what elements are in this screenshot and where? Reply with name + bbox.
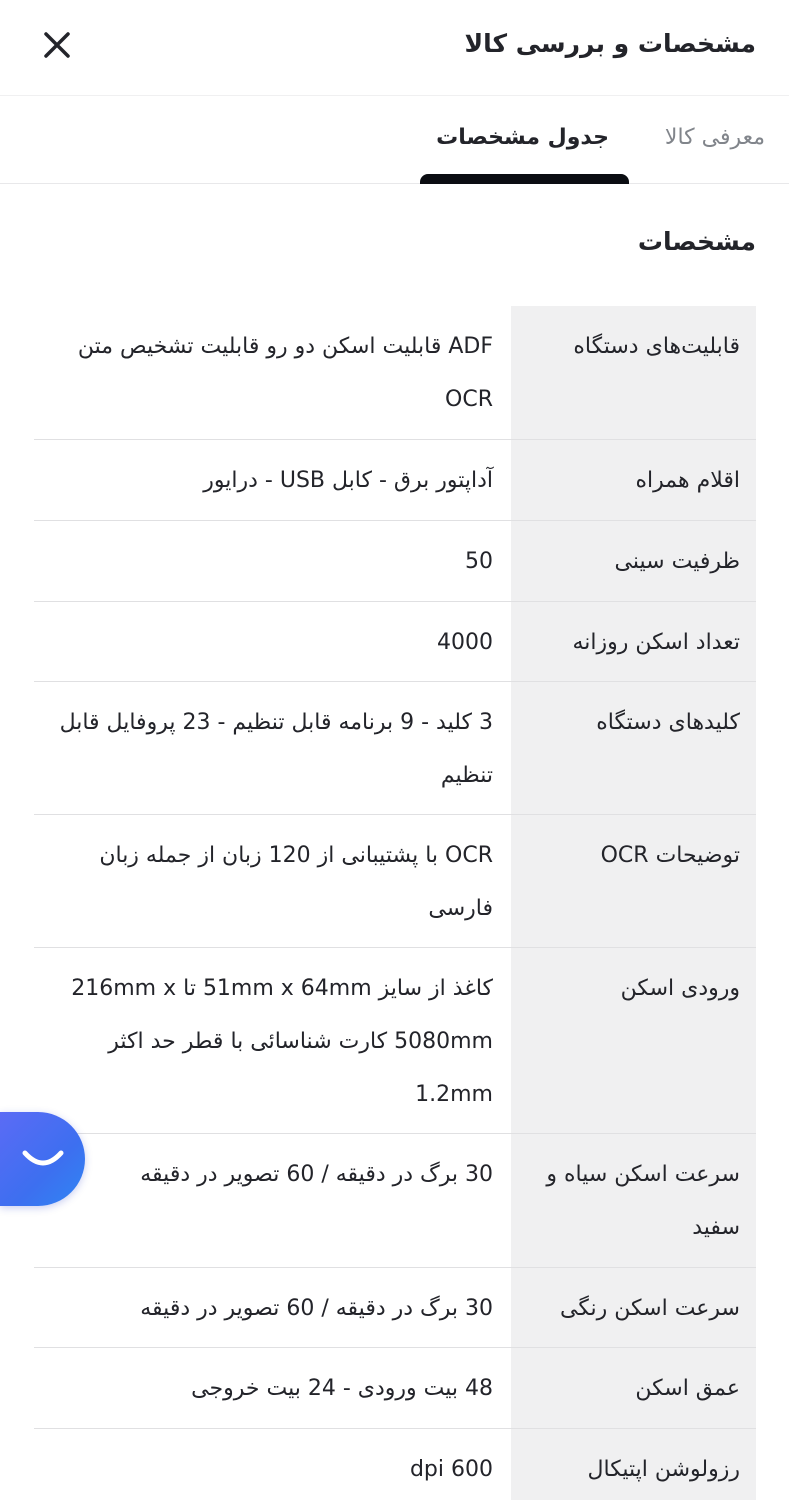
spec-key: ظرفیت سینی: [511, 521, 756, 601]
close-icon: [43, 31, 71, 59]
spec-value: 600 dpi: [409, 1457, 493, 1482]
section-title: مشخصات: [637, 227, 756, 256]
spec-key: توضیحات OCR: [511, 815, 756, 947]
spec-key: کلیدهای دستگاه: [511, 682, 756, 814]
chat-smile-icon: [21, 1147, 65, 1171]
close-button[interactable]: [36, 24, 78, 66]
tab-specs-table[interactable]: جدول مشخصات: [436, 125, 609, 150]
spec-row: [34, 521, 756, 602]
spec-value: کاغذ از سایز 51mm x 64mm تا 216mm x 5080mm کارت شناسائی با قطر حد اکثر 1.2mm: [71, 976, 493, 1107]
spec-row: [34, 948, 756, 1134]
spec-row: [34, 1134, 756, 1268]
tab-product-intro[interactable]: معرفی کالا: [664, 125, 765, 150]
spec-row: [34, 440, 756, 521]
spec-row: [34, 1429, 756, 1500]
spec-key: سرعت اسکن رنگی: [511, 1268, 756, 1347]
spec-table: [34, 306, 756, 1500]
spec-row: [34, 815, 756, 948]
spec-value: 3 کلید - 9 برنامه قابل تنظیم - 23 پروفایل قابل تنظیم: [59, 710, 493, 788]
tab-bar: [0, 96, 789, 184]
spec-value: 4000: [437, 630, 493, 655]
spec-row: [34, 306, 756, 440]
spec-row: [34, 1268, 756, 1348]
modal-header: [0, 0, 789, 96]
spec-row: [34, 1348, 756, 1429]
spec-value: آداپتور برق - کابل USB - درایور: [203, 468, 493, 493]
spec-key: اقلام همراه: [511, 440, 756, 520]
active-tab-indicator: [420, 174, 629, 184]
spec-key: ورودی اسکن: [511, 948, 756, 1133]
spec-key: تعداد اسکن روزانه: [511, 602, 756, 681]
spec-row: [34, 602, 756, 682]
spec-key: قابلیت‌های دستگاه: [511, 306, 756, 439]
spec-row: [34, 682, 756, 815]
spec-key: عمق اسکن: [511, 1348, 756, 1428]
spec-value: 30 برگ در دقیقه / 60 تصویر در دقیقه: [140, 1162, 493, 1187]
spec-value: 48 بیت ورودی - 24 بیت خروجی: [191, 1376, 493, 1401]
spec-value: 30 برگ در دقیقه / 60 تصویر در دقیقه: [140, 1296, 493, 1321]
spec-value: OCR با پشتیبانی از 120 زبان از جمله زبان فارسی: [99, 843, 493, 921]
spec-value: 50: [465, 549, 493, 574]
spec-value: ADF قابلیت اسکن دو رو قابلیت تشخیص متن OCR: [77, 334, 493, 412]
spec-key: سرعت اسکن سیاه و سفید: [511, 1134, 756, 1267]
spec-key: رزولوشن اپتیکال: [511, 1429, 756, 1500]
modal-title: مشخصات و بررسی کالا: [464, 29, 756, 58]
